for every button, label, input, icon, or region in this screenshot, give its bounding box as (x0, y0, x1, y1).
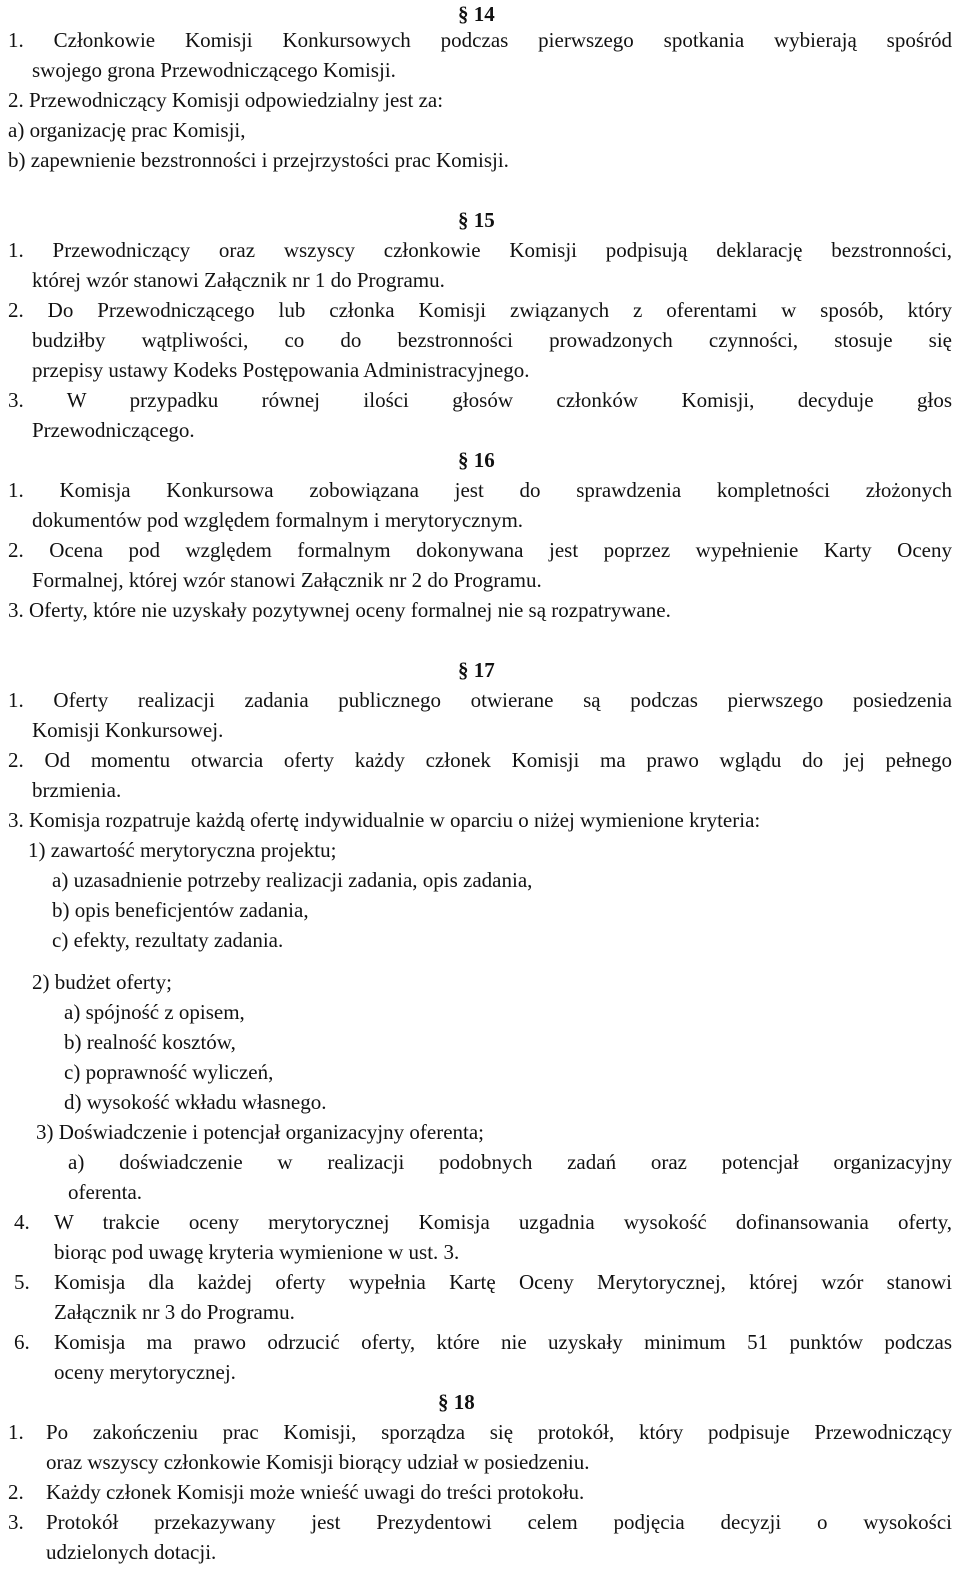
paragraph-line: udzielonych dotacji. (46, 1540, 217, 1564)
paragraph-line: Załącznik nr 3 do Programu. (54, 1300, 295, 1324)
list-number: 3. (8, 1510, 24, 1534)
criteria-subitem: c) poprawność wyliczeń, (64, 1060, 274, 1084)
criteria-subitem: b) opis beneficjentów zadania, (52, 898, 309, 922)
paragraph-line: 2. Ocena pod względem formalnym dokonywana jest poprzez wypełnienie Karty Oceny (8, 538, 952, 562)
paragraph-line: Komisja ma prawo odrzucić oferty, które nie uzyskały minimum 51 punktów podczas (54, 1330, 952, 1354)
paragraph-line: Przewodniczącego. (32, 418, 195, 442)
section-heading-17: § 17 (458, 658, 495, 682)
paragraph-line: przepisy ustawy Kodeks Postępowania Administracyjnego. (32, 358, 530, 382)
criteria-item: 3) Doświadczenie i potencjał organizacyjny oferenta; (36, 1120, 485, 1144)
paragraph-line: której wzór stanowi Załącznik nr 1 do Programu. (32, 268, 445, 292)
paragraph-line: W trakcie oceny merytorycznej Komisja uzgadnia wysokość dofinansowania oferty, (54, 1210, 952, 1234)
paragraph-line: brzmienia. (32, 778, 122, 802)
criteria-subitem: d) wysokość wkładu własnego. (64, 1090, 327, 1114)
paragraph-line: Komisji Konkursowej. (32, 718, 224, 742)
paragraph-line: a) organizację prac Komisji, (8, 118, 246, 142)
list-number: 4. (14, 1210, 30, 1234)
paragraph-line: biorąc pod uwagę kryteria wymienione w ust. 3. (54, 1240, 460, 1264)
criteria-subitem: a) doświadczenie w realizacji podobnych zadań oraz potencjał organizacyjny (68, 1150, 952, 1174)
criteria-item: 1) zawartość merytoryczna projektu; (28, 838, 337, 862)
criteria-subitem: oferenta. (68, 1180, 143, 1204)
paragraph-line: 2. Do Przewodniczącego lub członka Komisji związanych z oferentami w sposób, który (8, 298, 952, 322)
paragraph-line: 2. Przewodniczący Komisji odpowiedzialny jest za: (8, 88, 444, 112)
paragraph-line: 1. Przewodniczący oraz wszyscy członkowie Komisji podpisują deklarację bezstronności, (8, 238, 952, 262)
paragraph-line: oraz wszyscy członkowie Komisji biorący udział w posiedzeniu. (46, 1450, 590, 1474)
paragraph-line: Protokół przekazywany jest Prezydentowi celem podjęcia decyzji o wysokości (46, 1510, 952, 1534)
paragraph-line: swojego grona Przewodniczącego Komisji. (32, 58, 396, 82)
list-number: 2. (8, 1480, 24, 1504)
paragraph-line: Komisja dla każdej oferty wypełnia Kartę Oceny Merytorycznej, której wzór stanowi (54, 1270, 952, 1294)
paragraph-line: 3. W przypadku równej ilości głosów członków Komisji, decyduje głos (8, 388, 952, 412)
paragraph-line: dokumentów pod względem formalnym i merytorycznym. (32, 508, 524, 532)
paragraph-line: Formalnej, której wzór stanowi Załącznik nr 2 do Programu. (32, 568, 542, 592)
list-number: 5. (14, 1270, 30, 1294)
paragraph-line: 1. Członkowie Komisji Konkursowych podczas pierwszego spotkania wybierają spośród (8, 28, 952, 52)
section-heading-16: § 16 (458, 448, 495, 472)
section-heading-15: § 15 (458, 208, 495, 232)
paragraph-line: 2. Od momentu otwarcia oferty każdy członek Komisji ma prawo wglądu do jej pełnego (8, 748, 952, 772)
paragraph-line: Po zakończeniu prac Komisji, sporządza się protokół, który podpisuje Przewodniczący (46, 1420, 952, 1444)
section-heading-18: § 18 (438, 1390, 475, 1414)
paragraph-line: oceny merytorycznej. (54, 1360, 236, 1384)
paragraph-line: 3. Oferty, które nie uzyskały pozytywnej oceny formalnej nie są rozpatrywane. (8, 598, 671, 622)
criteria-subitem: b) realność kosztów, (64, 1030, 236, 1054)
criteria-subitem: a) spójność z opisem, (64, 1000, 245, 1024)
paragraph-line: 1. Oferty realizacji zadania publicznego otwierane są podczas pierwszego posiedzenia (8, 688, 952, 712)
paragraph-line: b) zapewnienie bezstronności i przejrzystości prac Komisji. (8, 148, 509, 172)
section-heading-14: § 14 (458, 2, 495, 26)
paragraph-line: 3. Komisja rozpatruje każdą ofertę indywidualnie w oparciu o niżej wymienione kryteria: (8, 808, 761, 832)
criteria-subitem: c) efekty, rezultaty zadania. (52, 928, 284, 952)
criteria-subitem: a) uzasadnienie potrzeby realizacji zadania, opis zadania, (52, 868, 533, 892)
list-number: 6. (14, 1330, 30, 1354)
paragraph-line: Każdy członek Komisji może wnieść uwagi do treści protokołu. (46, 1480, 585, 1504)
paragraph-line: budziłby wątpliwości, co do bezstronności prowadzonych czynności, stosuje się (32, 328, 952, 352)
criteria-item: 2) budżet oferty; (32, 970, 172, 994)
paragraph-line: 1. Komisja Konkursowa zobowiązana jest do sprawdzenia kompletności złożonych (8, 478, 952, 502)
list-number: 1. (8, 1420, 24, 1444)
